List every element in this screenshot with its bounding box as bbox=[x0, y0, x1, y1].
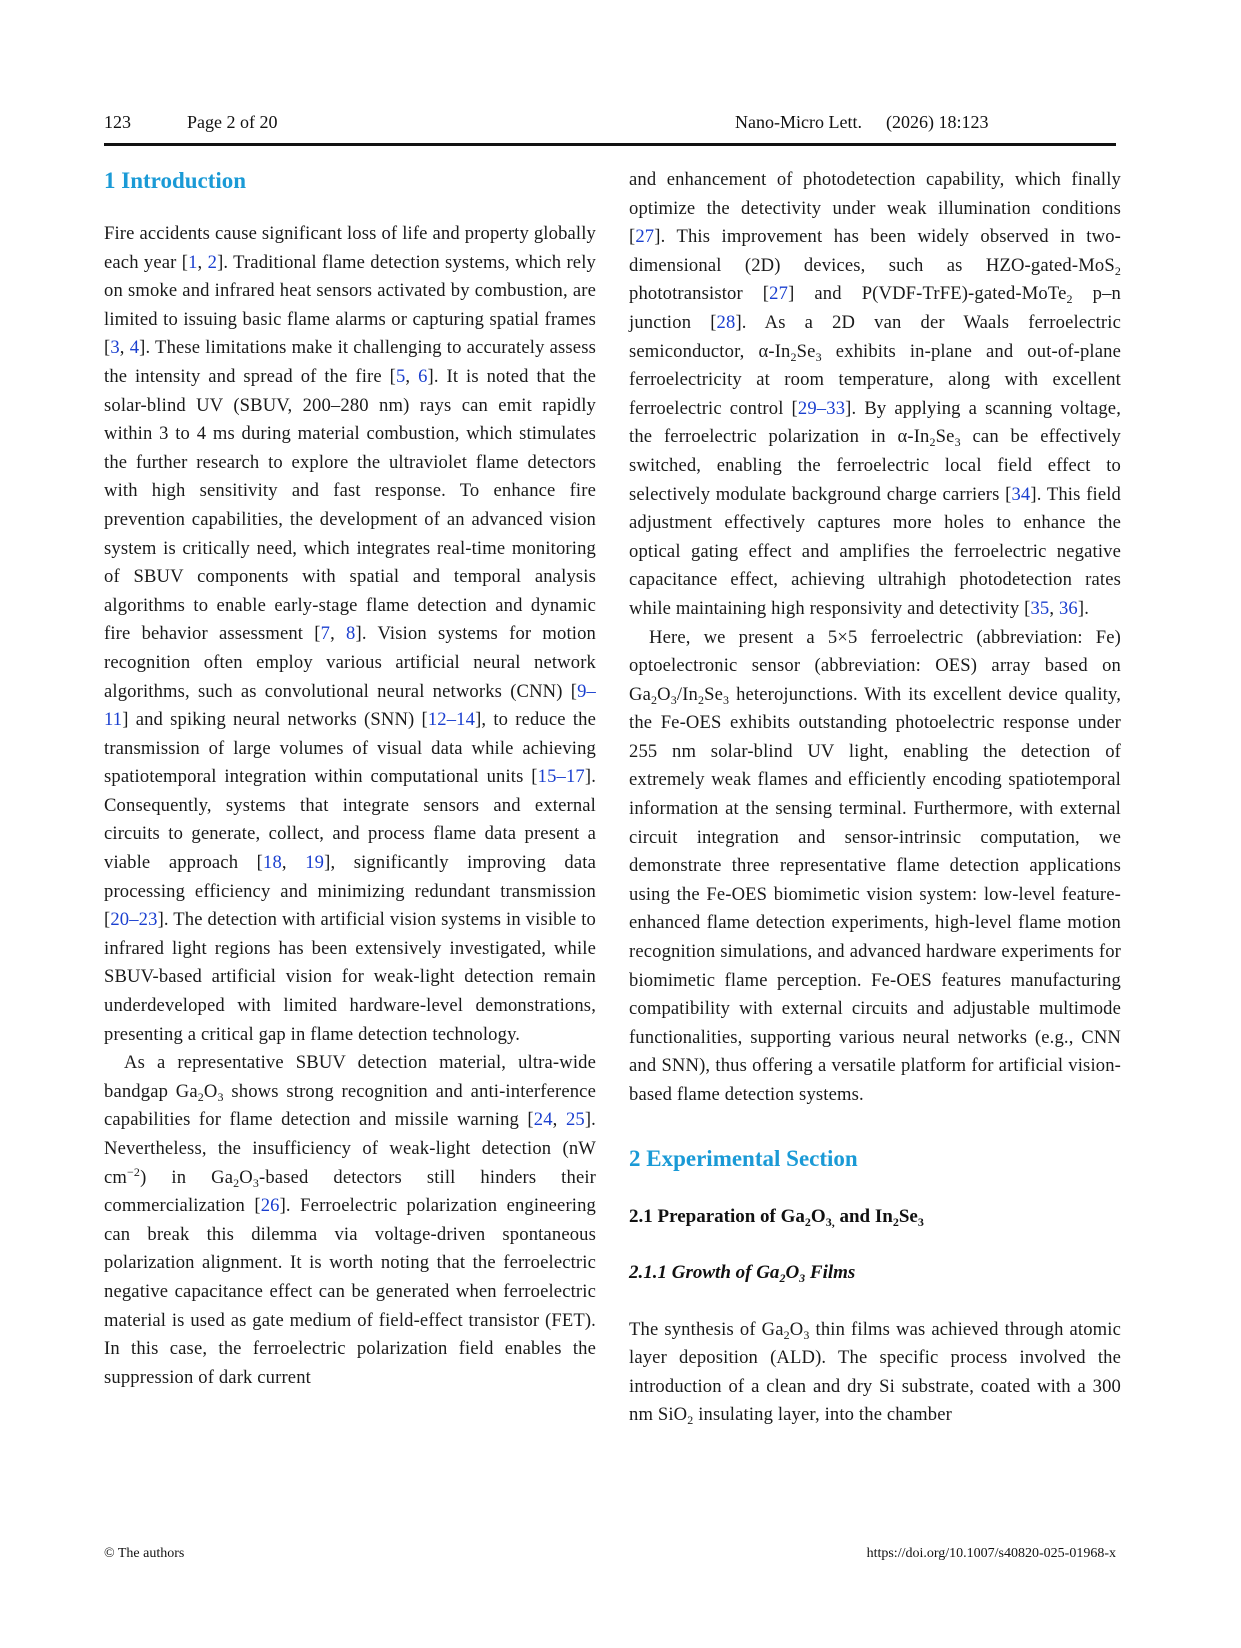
right-column bbox=[629, 168, 1121, 1430]
citation-link[interactable]: 1 bbox=[188, 251, 198, 273]
journal-citation: (2026) 18:123 bbox=[886, 112, 989, 132]
citation-link[interactable]: 3 bbox=[110, 337, 120, 359]
heading-text: 2.1 Preparation of Ga bbox=[629, 1205, 805, 1227]
section-heading-experimental: 2 Experimental Section bbox=[629, 1145, 858, 1171]
subscript: 2 bbox=[1066, 292, 1073, 307]
subscript: 2 bbox=[783, 1327, 790, 1342]
left-column bbox=[104, 168, 596, 1392]
citation-link[interactable]: 20–23 bbox=[110, 909, 158, 931]
citation-link[interactable]: 5 bbox=[395, 365, 406, 387]
citation-link[interactable]: 34 bbox=[1011, 483, 1031, 505]
subscript: 2 bbox=[233, 1175, 240, 1190]
subscript: 2 bbox=[1114, 263, 1121, 278]
subscript: 3 bbox=[670, 692, 677, 707]
citation-link[interactable]: 27 bbox=[635, 226, 655, 248]
heading-text: and In bbox=[834, 1205, 893, 1227]
body-paragraph: Here, we present a 5×5 ferroelectric (abbreviation: Fe) optoelectronic sensor (abbreviation: OES) array based on $Ga_2O_3/In_2Se_3$ heterojunctions. With its excellent device quality, the Fe-OES exhibits outstanding photoelectric response under 255 nm solar-blind UV light, enabling the detection of extremely weak flames and efficiently encoding spatiotemporal information at the sensing terminal. Furthermore, with external circuit integration and sensor-intrinsic computation, we demonstrate three representative flame detection applications using the Fe-OES biomimetic vision system: low-level feature-enhanced flame detection experiments, high-level flame motion recognition simulations, and advanced hardware experiments for biomimetic flame perception. Fe-OES features manufacturing compatibility with external circuits and adjustable multimode functionalities, supporting various neural networks (e.g., CNN and SNN), thus offering a versatile platform for artificial vision-based flame detection systems. bbox=[629, 626, 1121, 1105]
subscript: 3 bbox=[803, 1327, 810, 1342]
heading-text: O bbox=[785, 1261, 800, 1283]
superscript: −2 bbox=[127, 1164, 141, 1179]
journal-name: Nano-Micro Lett. bbox=[735, 112, 862, 132]
citation-link[interactable]: 6 bbox=[418, 365, 428, 387]
header-rule bbox=[104, 143, 1116, 146]
subscript: 2 bbox=[697, 692, 705, 707]
heading-text: O bbox=[810, 1205, 826, 1227]
subscript: 2 bbox=[929, 435, 936, 450]
citation-link[interactable]: 18 bbox=[263, 852, 282, 874]
subscript: 2 bbox=[779, 1270, 786, 1285]
subscript: 3 bbox=[815, 349, 822, 364]
copyright-notice: © The authors bbox=[104, 1546, 185, 1561]
citation-link[interactable]: 4 bbox=[129, 337, 140, 359]
heading-text: Films bbox=[805, 1261, 856, 1283]
heading-text: Se bbox=[898, 1205, 918, 1227]
citation-link[interactable]: 24 bbox=[533, 1109, 553, 1131]
subscript: 3 bbox=[799, 1270, 806, 1285]
page-footer bbox=[104, 1546, 1116, 1566]
citation-link[interactable]: 8 bbox=[346, 623, 356, 645]
subscript: 2 bbox=[687, 1413, 694, 1428]
citation-link[interactable]: 28 bbox=[716, 311, 736, 333]
subscript: 3 bbox=[723, 692, 730, 707]
page-indicator: Page 2 of 20 bbox=[187, 112, 278, 132]
subscript: 2 bbox=[197, 1089, 204, 1104]
citation-link[interactable]: 9–11 bbox=[104, 680, 596, 731]
subsection-heading-2-1 bbox=[629, 1204, 1121, 1230]
citation-link[interactable]: 7 bbox=[320, 623, 331, 645]
citation-link[interactable]: 35 bbox=[1030, 597, 1050, 619]
subscript: 2 bbox=[892, 1214, 899, 1229]
running-header bbox=[104, 112, 1116, 136]
subscript: 2 bbox=[790, 349, 797, 364]
citation-link[interactable]: 36 bbox=[1058, 597, 1078, 619]
citation-link[interactable]: 29–33 bbox=[797, 397, 846, 419]
citation-link[interactable]: 12–14 bbox=[427, 709, 476, 731]
body-paragraph: As a representative SBUV detection material, ultra-wide bandgap $Ga_2O_3$ shows strong recognition and anti-interference capabilities for flame detection and missile warning [24, 25]. Nevertheless, the insufficiency of weak-light detection (nW $cm^{-2}$) in $Ga_2O_3$-based detectors still hinders their commercialization [26]. Ferroelectric polarization engineering can break this dilemma via voltage-driven spontaneous polarization alignment. It is worth noting that the ferroelectric negative capacitance effect can be generated when ferroelectric material is used as gate medium of field-effect transistor (FET). In this case, the ferroelectric polarization field enables the suppression of dark current bbox=[104, 1052, 596, 1388]
citation-link[interactable]: 2 bbox=[207, 251, 218, 273]
citation-link[interactable]: 26 bbox=[260, 1195, 280, 1217]
citation-link[interactable]: 27 bbox=[769, 283, 789, 305]
citation-link[interactable]: 19 bbox=[305, 852, 325, 874]
article-number: 123 bbox=[104, 112, 131, 132]
body-paragraph: The synthesis of $Ga_2O_3$ thin films was achieved through atomic layer deposition (ALD). The specific process involved the introduction of a clean and dry Si substrate, coated with a 300 nm SiO$_2$ insulating layer, into the chamber bbox=[629, 1318, 1121, 1428]
subscript: 3 bbox=[954, 435, 961, 450]
body-paragraph: and enhancement of photodetection capability, which finally optimize the detectivity under weak illumination conditions [27]. This improvement has been widely observed in two-dimensional (2D) devices, such as HZO-gated-MoS$_2$ phototransistor [27] and P(VDF-TrFE)-gated-MoTe$_2$ p–n junction [28]. As a 2D van der Waals ferroelectric semiconductor, $\alpha-In_2Se_3$ exhibits in-plane and out-of-plane ferroelectricity at room temperature, along with excellent ferroelectric control [29–33]. By applying a scanning voltage, the ferroelectric polarization in $\alpha-In_2Se_3$ can be effectively switched, enabling the ferroelectric local field effect to selectively modulate background charge carriers [34]. This field adjustment effectively captures more holes to enhance the optical gating effect and amplifies the ferroelectric negative capacitance effect, achieving ultrahigh photodetection rates while maintaining high responsivity and detectivity [35, 36]. bbox=[629, 169, 1121, 619]
doi-link[interactable]: https://doi.org/10.1007/s40820-025-01968-x bbox=[866, 1546, 1116, 1561]
subscript: 3 bbox=[252, 1175, 259, 1190]
citation-link[interactable]: 25 bbox=[565, 1109, 585, 1131]
heading-text: 2.1.1 Growth of Ga bbox=[629, 1261, 780, 1283]
citation-link[interactable]: 15–17 bbox=[537, 766, 585, 788]
subscript: 3 bbox=[217, 1089, 224, 1104]
section-heading-introduction: 1 Introduction bbox=[104, 168, 247, 193]
subscript: 3, bbox=[825, 1214, 835, 1229]
subscript: 2 bbox=[650, 692, 658, 707]
subscript: 3 bbox=[917, 1214, 924, 1229]
body-paragraph: Fire accidents cause significant loss of life and property globally each year [1, 2]. Traditional flame detection systems, which rely on smoke and infrared heat sensors activated by combustion, are limited to issuing basic flame alarms or capturing spatial frames [3, 4]. These limitations make it challenging to accurately assess the intensity and spread of the fire [5, 6]. It is noted that the solar-blind UV (SBUV, 200–280 nm) rays can emit rapidly within 3 to 4 ms during material combustion, which stimulates the further research to explore the ultraviolet flame detectors with high sensitivity and fast response. To enhance fire prevention capabilities, the development of an advanced vision system is critically need, which integrates real-time monitoring of SBUV components with spatial and temporal analysis algorithms to enable early-stage flame detection and dynamic fire behavior assessment [7, 8]. Vision systems for motion recognition often employ various artificial neural network algorithms, such as convolutional neural networks (CNN) [9–11] and spiking neural networks (SNN) [12–14], to reduce the transmission of large volumes of visual data while achieving spatiotemporal integration within computational units [15–17]. Consequently, systems that integrate sensors and external circuits to generate, collect, and process flame data present a viable approach [18, 19], significantly improving data processing efficiency and minimizing redundant transmission [20–23]. The detection with artificial vision systems in visible to infrared light regions has been extensively investigated, while SBUV-based artificial vision for weak-light detection remain underdeveloped with limited hardware-level demonstrations, presenting a critical gap in flame detection technology. bbox=[104, 223, 597, 1045]
subsubsection-heading-2-1-1 bbox=[629, 1260, 1121, 1286]
subscript: 2 bbox=[804, 1214, 811, 1229]
